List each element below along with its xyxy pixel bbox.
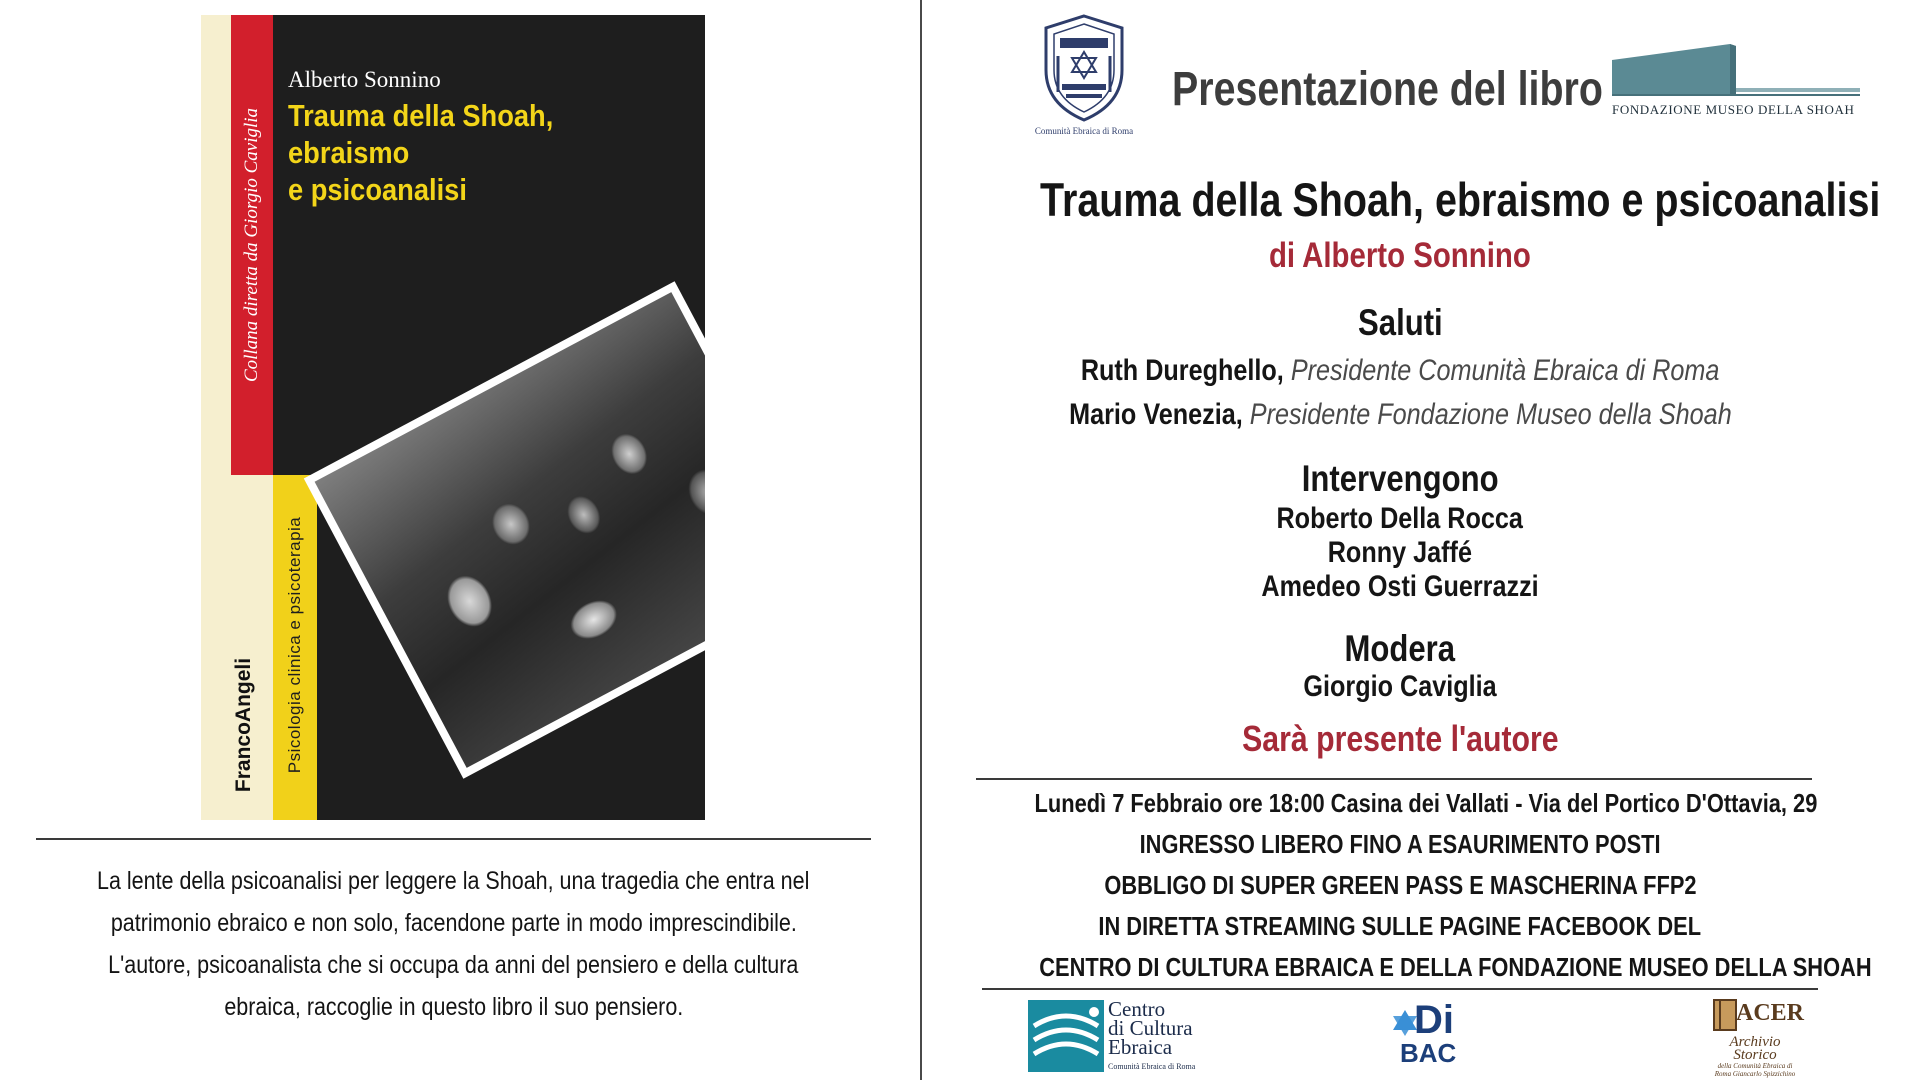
community-logo-caption: Comunità Ebraica di Roma — [1034, 126, 1134, 136]
center-divider — [920, 0, 922, 1080]
greeting-role: Presidente Comunità Ebraica di Roma — [1290, 354, 1720, 387]
moderator-heading — [960, 628, 1840, 670]
greetings-heading-text: Saluti — [1357, 302, 1443, 343]
greeting-name: Ruth Dureghello, — [1080, 354, 1284, 387]
dibac-top: Di — [1414, 998, 1454, 1042]
cover-publisher: FrancoAngeli — [232, 657, 255, 793]
acer-mark: ACER — [1736, 1000, 1805, 1026]
speakers-heading — [960, 458, 1840, 500]
event-book-title-text: Trauma della Shoah, ebraismo e psicoanalisi — [1040, 173, 1881, 226]
blurb-line: La lente della psicoanalisi per leggere la Shoah, una tragedia che entra nel — [97, 867, 810, 895]
community-logo — [1024, 12, 1144, 144]
greeting-person — [960, 398, 1840, 432]
museum-logo-caption: FONDAZIONE MUSEO DELLA SHOAH — [1612, 102, 1855, 117]
speaker-name — [960, 536, 1840, 570]
greetings-heading — [960, 302, 1840, 344]
speaker-name-text: Ronny Jaffé — [1327, 536, 1473, 569]
blurb-line: patrimonio ebraico e non solo, facendone parte in modo imprescindibile. — [110, 909, 797, 937]
acer-script — [1712, 1036, 1798, 1078]
ccc-logo-text — [1108, 997, 1193, 1059]
info-date-venue: Lunedì 7 Febbraio ore 18:00 Casina dei Vallati - Via del Portico D'Ottavia, 29 — [1034, 788, 1818, 818]
ccc-logo — [1028, 997, 1206, 1074]
cover-title-line: e psicoanalisi — [288, 172, 467, 207]
blurb-line: L'autore, psicoanalista che si occupa da anni del pensiero e della cultura — [108, 951, 799, 979]
speaker-name — [960, 570, 1840, 604]
info-green-pass: OBBLIGO DI SUPER GREEN PASS E MASCHERINA FFP2 — [1103, 870, 1697, 900]
info-bottom-rule — [982, 988, 1818, 990]
speaker-name-text: Amedeo Osti Guerrazzi — [1261, 570, 1539, 603]
info-line — [960, 829, 1840, 860]
event-author-text: di Alberto Sonnino — [1269, 236, 1531, 275]
acer-logo — [1712, 996, 1805, 1078]
ccc-line: di Cultura — [1108, 1016, 1193, 1040]
info-line — [960, 788, 1840, 819]
info-streaming: IN DIRETTA STREAMING SULLE PAGINE FACEBOOK DEL — [1098, 911, 1702, 941]
author-present-text: Sarà presente l'autore — [1241, 718, 1559, 759]
photo-crowd-image — [315, 292, 705, 768]
moderator-name-text: Giorgio Caviglia — [1303, 670, 1497, 703]
museum-building-icon — [1606, 36, 1866, 100]
cover-stripe-cream — [201, 15, 231, 820]
acer-script-sub: della Comunità Ebraica di Roma Giancarlo Spizzichino — [1714, 1062, 1796, 1078]
cover-historical-photo — [304, 281, 705, 778]
greeting-name: Mario Venezia, — [1068, 398, 1243, 431]
ccc-line: Centro — [1108, 997, 1166, 1021]
cover-title — [288, 97, 640, 208]
info-top-rule — [976, 778, 1812, 780]
blurb-line: ebraica, raccoglie in questo libro il suo pensiero. — [224, 993, 683, 1021]
ccc-logo-sub: Comunità Ebraica di Roma — [1108, 1062, 1196, 1071]
book-cover — [201, 15, 705, 820]
cover-title-line: Trauma della Shoah, — [288, 98, 554, 133]
speakers-heading-text: Intervengono — [1301, 458, 1499, 499]
archive-book-icon — [1712, 998, 1738, 1032]
ccc-wave-icon — [1028, 1000, 1104, 1072]
dibac-logo — [1390, 998, 1460, 1072]
info-organizers: CENTRO DI CULTURA EBRAICA E DELLA FONDAZIONE MUSEO DELLA SHOAH — [1039, 952, 1872, 982]
cover-author: Alberto Sonnino — [288, 67, 441, 92]
event-author — [960, 236, 1840, 276]
ccc-line: Ebraica — [1108, 1035, 1173, 1059]
community-emblem-icon — [1036, 12, 1132, 124]
moderator-heading-text: Modera — [1344, 628, 1456, 669]
info-line — [960, 870, 1840, 901]
info-line — [960, 911, 1840, 942]
museum-logo — [1606, 36, 1866, 124]
cover-series-editor: Collana diretta da Giorgio Caviglia — [241, 107, 262, 383]
page-title: Presentazione del libro — [1172, 63, 1603, 116]
speaker-name — [960, 502, 1840, 536]
greeting-person — [960, 354, 1840, 388]
acer-script-title: Archivio Storico — [1729, 1034, 1781, 1063]
cover-title-line: ebraismo — [288, 135, 410, 170]
left-divider — [36, 838, 871, 840]
author-present-note — [960, 718, 1840, 760]
event-book-title — [960, 172, 1881, 227]
dibac-bottom: BAC — [1400, 1038, 1457, 1068]
book-blurb — [36, 860, 871, 1028]
cover-series-name: Psicologia clinica e psicoterapia — [285, 516, 304, 774]
greeting-role: Presidente Fondazione Museo della Shoah — [1249, 398, 1732, 431]
info-entry: INGRESSO LIBERO FINO A ESAURIMENTO POSTI — [1139, 829, 1661, 859]
info-line — [960, 952, 1872, 983]
moderator-name — [960, 670, 1840, 704]
speaker-name-text: Roberto Della Rocca — [1276, 502, 1524, 535]
